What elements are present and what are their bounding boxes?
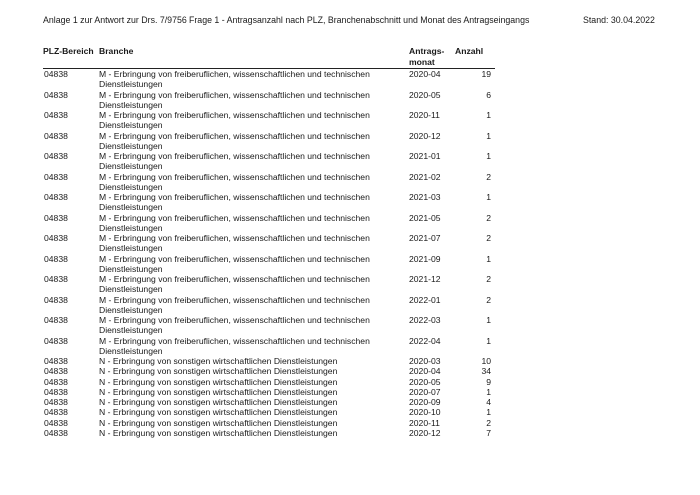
cell-branche: N - Erbringung von sonstigen wirtschaftlichen Dienstleistungen (99, 356, 338, 366)
table-row (43, 274, 495, 295)
cell-anzahl: 2 (486, 294, 491, 305)
table-row (43, 192, 495, 213)
cell-monat: 2022-01 (409, 294, 441, 305)
cell-branche: M - Erbringung von freiberuflichen, wissenschaftlichen und technischen Dienstleistungen (99, 192, 370, 213)
cell-anzahl: 2 (486, 233, 491, 243)
cell-monat: 2022-04 (409, 335, 441, 346)
cell-monat: 2021-09 (409, 253, 441, 264)
cell-anzahl: 1 (486, 130, 491, 141)
cell-plz: 04838 (44, 192, 68, 202)
cell-monat: 2020-05 (409, 376, 441, 387)
cell-branche: N - Erbringung von sonstigen wirtschaftlichen Dienstleistungen (99, 428, 338, 439)
column-header-plz: PLZ-Bereich (43, 46, 94, 56)
cell-branche: M - Erbringung von freiberuflichen, wissenschaftlichen und technischen Dienstleistungen (99, 315, 370, 336)
cell-anzahl: 9 (486, 376, 491, 387)
table-row (43, 90, 495, 111)
table-row (43, 233, 495, 254)
cell-plz: 04838 (44, 315, 68, 325)
cell-monat: 2021-03 (409, 192, 441, 202)
table-row (43, 151, 495, 172)
cell-plz: 04838 (44, 356, 68, 366)
cell-branche: M - Erbringung von freiberuflichen, wissenschaftlichen und technischen Dienstleistungen (99, 110, 370, 131)
status-date: Stand: 30.04.2022 (583, 15, 655, 25)
cell-branche: M - Erbringung von freiberuflichen, wissenschaftlichen und technischen Dienstleistungen (99, 233, 370, 254)
cell-plz: 04838 (44, 233, 68, 243)
cell-monat: 2021-01 (409, 151, 441, 161)
cell-monat: 2020-11 (409, 110, 440, 120)
cell-plz: 04838 (44, 366, 68, 377)
page-header (0, 15, 700, 29)
cell-monat: 2022-03 (409, 315, 441, 325)
cell-monat: 2020-11 (409, 417, 440, 428)
table-row (43, 110, 495, 131)
cell-plz: 04838 (44, 407, 68, 418)
cell-plz: 04838 (44, 253, 68, 264)
table-row (43, 254, 495, 275)
table-row (43, 213, 495, 234)
cell-anzahl: 1 (486, 192, 491, 202)
cell-plz: 04838 (44, 212, 68, 223)
cell-branche: N - Erbringung von sonstigen wirtschaftlichen Dienstleistungen (99, 397, 338, 408)
table-row (43, 69, 495, 90)
cell-branche: M - Erbringung von freiberuflichen, wissenschaftlichen und technischen Dienstleistungen (99, 335, 370, 356)
page-title: Frage 1 - Antragsanzahl nach PLZ, Branchenabschnitt und Monat des Antragseingangs (189, 15, 530, 25)
cell-anzahl: 6 (486, 89, 491, 100)
cell-branche: M - Erbringung von freiberuflichen, wissenschaftlichen und technischen Dienstleistungen (99, 171, 370, 192)
table-row (43, 356, 495, 366)
cell-plz: 04838 (44, 397, 68, 408)
cell-plz: 04838 (44, 386, 68, 397)
cell-anzahl: 1 (486, 335, 491, 346)
cell-monat: 2021-02 (409, 171, 441, 182)
cell-branche: N - Erbringung von sonstigen wirtschaftlichen Dienstleistungen (99, 366, 338, 377)
cell-branche: M - Erbringung von freiberuflichen, wissenschaftlichen und technischen Dienstleistungen (99, 130, 370, 151)
cell-anzahl: 2 (486, 417, 491, 428)
cell-plz: 04838 (44, 89, 68, 100)
cell-branche: M - Erbringung von freiberuflichen, wissenschaftlichen und technischen Dienstleistungen (99, 212, 370, 233)
cell-monat: 2020-03 (409, 356, 441, 366)
cell-anzahl: 1 (486, 386, 491, 397)
cell-anzahl: 2 (486, 171, 491, 182)
column-header-monat-line2: monat (409, 56, 435, 67)
table-row (43, 377, 495, 387)
cell-plz: 04838 (44, 171, 68, 182)
table-row (43, 418, 495, 428)
data-table (43, 44, 495, 438)
table-row (43, 315, 495, 336)
cell-monat: 2020-10 (409, 407, 441, 418)
cell-plz: 04838 (44, 428, 68, 439)
cell-plz: 04838 (44, 417, 68, 428)
table-body (43, 69, 495, 438)
cell-anzahl: 7 (486, 428, 491, 439)
cell-monat: 2020-04 (409, 69, 441, 79)
cell-anzahl: 19 (481, 69, 491, 79)
cell-monat: 2020-12 (409, 130, 441, 141)
cell-branche: M - Erbringung von freiberuflichen, wissenschaftlichen und technischen Dienstleistungen (99, 253, 370, 274)
table-row (43, 172, 495, 193)
cell-branche: N - Erbringung von sonstigen wirtschaftlichen Dienstleistungen (99, 417, 338, 428)
cell-branche: N - Erbringung von sonstigen wirtschaftlichen Dienstleistungen (99, 376, 338, 387)
cell-anzahl: 2 (486, 212, 491, 223)
cell-plz: 04838 (44, 335, 68, 346)
table-row (43, 336, 495, 357)
cell-monat: 2020-12 (409, 428, 441, 439)
document-reference: Anlage 1 zur Antwort zur Drs. 7/9756 (43, 15, 187, 25)
column-header-branche: Branche (99, 46, 134, 56)
cell-anzahl: 1 (486, 253, 491, 264)
cell-branche: M - Erbringung von freiberuflichen, wissenschaftlichen und technischen Dienstleistungen (99, 274, 370, 295)
cell-monat: 2020-05 (409, 89, 441, 100)
cell-plz: 04838 (44, 110, 68, 120)
cell-monat: 2020-07 (409, 386, 441, 397)
table-row (43, 295, 495, 316)
cell-anzahl: 10 (481, 356, 491, 366)
table-row (43, 397, 495, 407)
table-row (43, 428, 495, 438)
table-row (43, 131, 495, 152)
cell-branche: N - Erbringung von sonstigen wirtschaftlichen Dienstleistungen (99, 386, 338, 397)
cell-branche: M - Erbringung von freiberuflichen, wissenschaftlichen und technischen Dienstleistungen (99, 151, 370, 172)
table-row (43, 407, 495, 417)
cell-branche: M - Erbringung von freiberuflichen, wissenschaftlichen und technischen Dienstleistungen (99, 89, 370, 110)
cell-branche: M - Erbringung von freiberuflichen, wissenschaftlichen und technischen Dienstleistungen (99, 294, 370, 315)
cell-branche: M - Erbringung von freiberuflichen, wissenschaftlichen und technischen Dienstleistungen (99, 69, 370, 90)
table-row (43, 387, 495, 397)
cell-anzahl: 1 (486, 407, 491, 418)
cell-anzahl: 4 (486, 397, 491, 408)
column-header-monat-line1: Antrags- (409, 46, 445, 56)
cell-branche: N - Erbringung von sonstigen wirtschaftlichen Dienstleistungen (99, 407, 338, 418)
cell-anzahl: 1 (486, 151, 491, 161)
cell-monat: 2021-07 (409, 233, 441, 243)
cell-plz: 04838 (44, 130, 68, 141)
column-header-anzahl: Anzahl (455, 46, 484, 56)
cell-plz: 04838 (44, 69, 68, 79)
cell-plz: 04838 (44, 376, 68, 387)
cell-anzahl: 1 (486, 315, 491, 325)
cell-monat: 2021-12 (409, 274, 441, 284)
cell-monat: 2021-05 (409, 212, 441, 223)
cell-monat: 2020-04 (409, 366, 441, 377)
cell-anzahl: 2 (486, 274, 491, 284)
table-row (43, 366, 495, 376)
cell-plz: 04838 (44, 274, 68, 284)
table-header (43, 44, 495, 69)
cell-monat: 2020-09 (409, 397, 441, 408)
cell-anzahl: 1 (486, 110, 491, 120)
cell-plz: 04838 (44, 151, 68, 161)
column-header-monat (409, 46, 453, 67)
cell-anzahl: 34 (481, 366, 491, 377)
cell-plz: 04838 (44, 294, 68, 305)
